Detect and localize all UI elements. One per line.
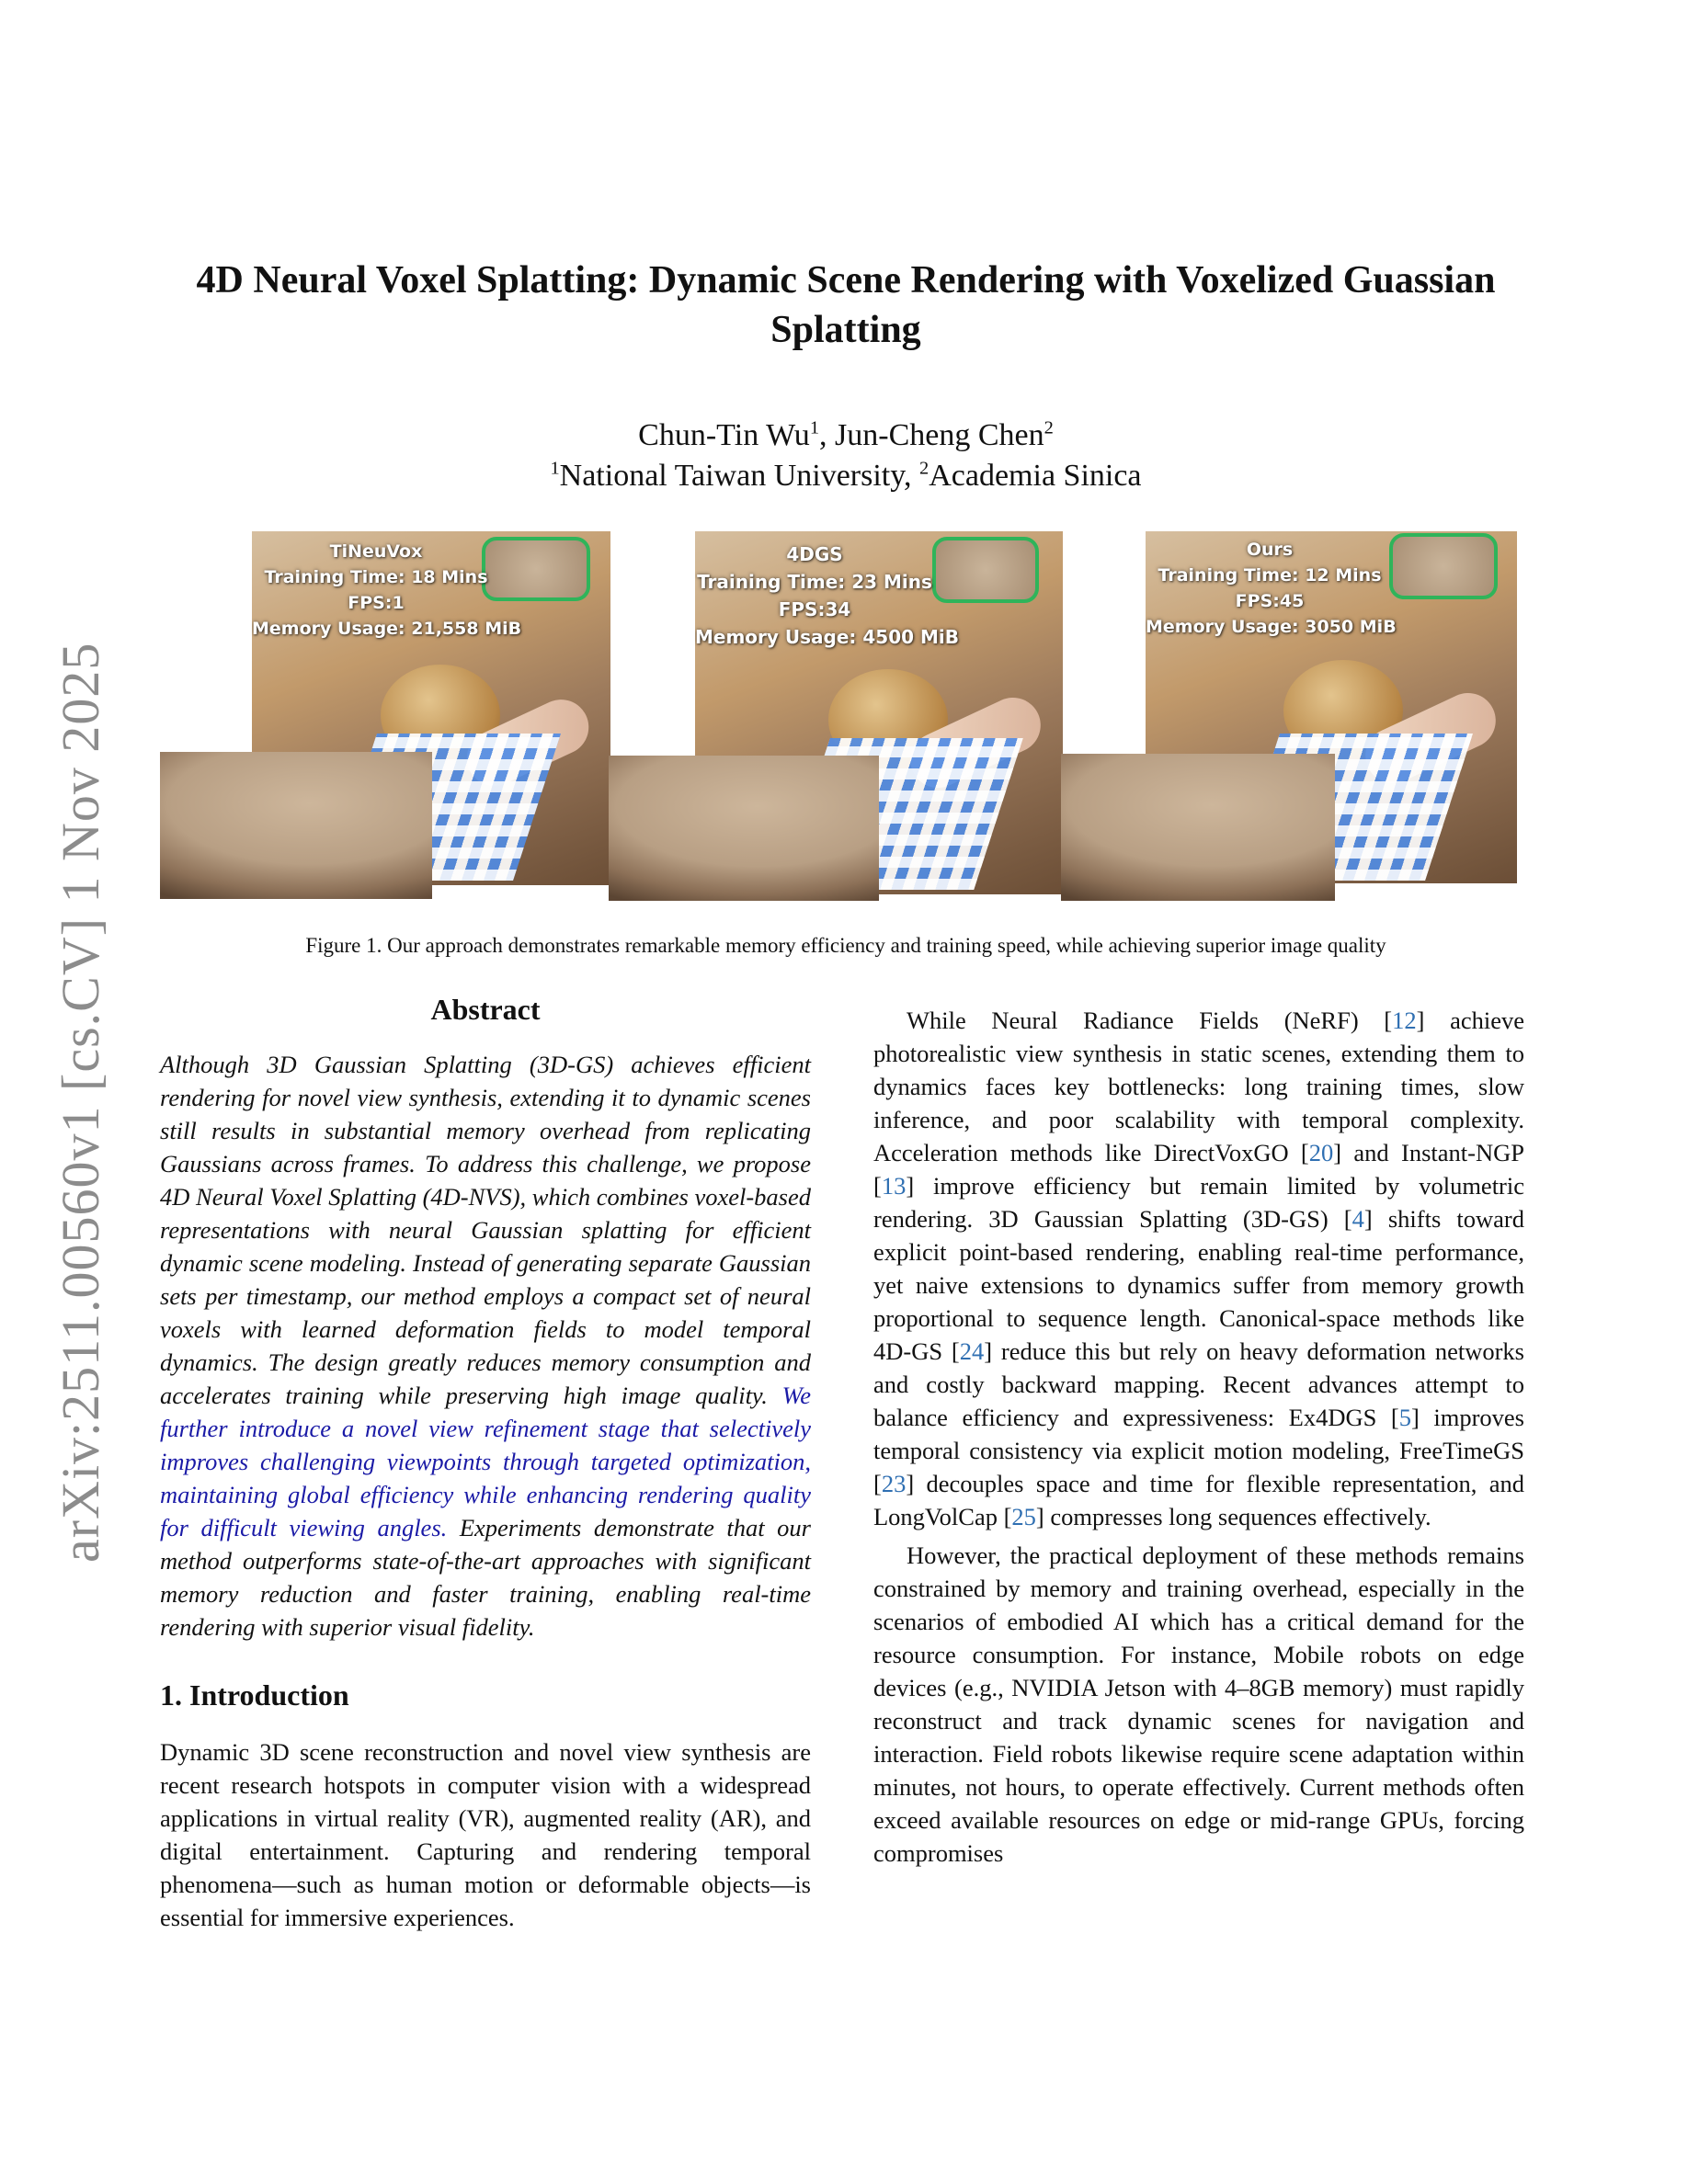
fps-label: FPS:1 (348, 593, 405, 613)
p2-text-b: ] achieve photorealistic view synthesis in static scenes, extending them to dynamics faces key bottlenecks: long training times, slow inference, and poor scalability with temporal complexity. Acceleration methods like DirectVoxGO [ (873, 1007, 1524, 1166)
author-block (147, 415, 1545, 496)
fps-label: FPS:45 (1235, 591, 1305, 611)
memory-usage-label: Memory Usage: 3050 MiB (1146, 617, 1397, 637)
affiliation-2: Academia Sinica (929, 459, 1142, 493)
author-2: Jun-Cheng Chen (835, 418, 1044, 452)
abstract-text (160, 1048, 811, 1644)
author-2-sup: 2 (1044, 417, 1054, 438)
citation-link[interactable]: 12 (1392, 1007, 1417, 1034)
arxiv-stamp: arXiv:2511.00560v1 [cs.CV] 1 Nov 2025 (51, 642, 110, 1563)
method-label: TiNeuVox (329, 541, 423, 562)
zoom-region-box (1389, 533, 1498, 599)
method-label: Ours (1246, 540, 1294, 560)
right-column (873, 1004, 1524, 1870)
affiliation-1-sup: 1 (550, 458, 560, 479)
intro-paragraph-1-text: Dynamic 3D scene reconstruction and novel view synthesis are recent research hotspots in computer vision with a widespread applications in virtual reality (VR), augmented reality (AR), and digital entertainment. Capturing and rendering temporal phenomena—such as human motion or deformable objects—is essential for immersive experiences. (160, 1738, 811, 1931)
citation-link[interactable]: 5 (1398, 1404, 1411, 1431)
p2-text-i: ] compresses long sequences effectively. (1035, 1503, 1431, 1530)
memory-usage-label: Memory Usage: 4500 MiB (695, 626, 960, 648)
paper-title: 4D Neural Voxel Splatting: Dynamic Scene Rendering with Voxelized Guassian Splatting (196, 259, 1496, 351)
panel-overlay-text (252, 539, 522, 642)
intro-paragraph-3 (873, 1539, 1524, 1870)
panel-overlay-text (695, 540, 960, 651)
training-time-label: Training Time: 23 Mins (697, 571, 932, 593)
p2-text-g: ] improves temporal consistency via explicit motion modeling, FreeTimeGS [ (873, 1404, 1524, 1497)
citation-link[interactable]: 24 (959, 1337, 985, 1365)
zoom-inset-tineuvox (160, 752, 432, 899)
method-label: 4DGS (786, 543, 843, 565)
p2-text-e: ] shifts toward explicit point-based rendering, enabling real-time performance, yet naive extensions to dynamics suffer from memory growth proportional to sequence length. Canonical-space methods like 4D-GS [ (873, 1205, 1524, 1365)
p2-text-h: ] decouples space and time for flexible representation, and LongVolCap [ (873, 1470, 1524, 1530)
author-separator: , (819, 418, 836, 452)
citation-link[interactable]: 25 (1011, 1503, 1036, 1530)
author-line (147, 415, 1545, 456)
author-1-sup: 1 (809, 417, 820, 438)
p2-text-c: ] and Instant-NGP [ (873, 1139, 1524, 1200)
abstract-text-part1: Although 3D Gaussian Splatting (3D-GS) achieves efficient rendering for novel view synthesis, extending it to dynamic scenes still results in substantial memory overhead from replicating Gaussians across frames. To address this challenge, we propose 4D Neural Voxel Splatting (4D-NVS), which combines voxel-based representations with neural Gaussian splatting for efficient dynamic scene modeling. Instead of generating separate Gaussian sets per timestamp, our method employs a compact set of neural voxels with learned deformation fields to model temporal dynamics. The design greatly reduces memory consumption and accelerates training while preserving high image quality. (160, 1051, 811, 1409)
fps-label: FPS:34 (778, 598, 851, 620)
abstract-text-part2: Experiments demonstrate that our method outperforms state-of-the-art approaches with significant memory reduction and faster training, enabling real-time rendering with superior visual fidelity. (160, 1514, 811, 1641)
left-column (160, 993, 811, 1934)
author-1: Chun-Tin Wu (638, 418, 810, 452)
citation-link[interactable]: 13 (881, 1172, 907, 1200)
affiliation-1: National Taiwan University, (559, 459, 920, 493)
affiliation-2-sup: 2 (919, 458, 930, 479)
abstract-highlight: We further introduce a novel view refinement stage that selectively improves challenging viewpoints through targeted optimization, maintaining global efficiency while enhancing rendering quality for difficult viewing angles. (160, 1382, 811, 1541)
introduction-heading: 1. Introduction (160, 1678, 349, 1712)
intro-paragraph-1 (160, 1735, 811, 1934)
citation-link[interactable]: 4 (1352, 1205, 1364, 1233)
zoom-inset-4dgs (609, 756, 879, 901)
intro-paragraph-3-text: However, the practical deployment of these methods remains constrained by memory and training overhead, especially in the scenarios of embodied AI which has a critical demand for the resource consumption. For instance, Mobile robots on edge devices (e.g., NVIDIA Jetson with 4–8GB memory) must rapidly reconstruct and track dynamic scenes for navigation and interaction. Field robots likewise require scene adaptation within minutes, not hours, to operate effectively. Current methods often exceed available resources on edge or mid-range GPUs, forcing compromises (873, 1541, 1524, 1867)
zoom-region-box (932, 537, 1039, 603)
training-time-label: Training Time: 12 Mins (1158, 565, 1382, 586)
intro-paragraph-2 (873, 1004, 1524, 1533)
p2-text-f: ] reduce this but rely on heavy deformation networks and costly backward mapping. Recent advances attempt to balance efficiency and expressiveness: Ex4DGS [ (873, 1337, 1524, 1431)
citation-link[interactable]: 23 (881, 1470, 907, 1497)
training-time-label: Training Time: 18 Mins (264, 567, 488, 587)
abstract-heading: Abstract (430, 993, 541, 1026)
memory-usage-label: Memory Usage: 21,558 MiB (252, 619, 522, 639)
affiliation-line (147, 456, 1545, 496)
citation-link[interactable]: 20 (1308, 1139, 1334, 1166)
figure-caption: Figure 1. Our approach demonstrates remarkable memory efficiency and training speed, while achieving superior image quality (305, 934, 1386, 957)
p2-text-d: ] improve efficiency but remain limited by volumetric rendering. 3D Gaussian Splatting (3D-GS) [ (873, 1172, 1524, 1233)
p2-text-a: While Neural Radiance Fields (NeRF) [ (907, 1007, 1393, 1034)
zoom-inset-ours (1061, 754, 1335, 901)
panel-overlay-text (1146, 537, 1397, 640)
